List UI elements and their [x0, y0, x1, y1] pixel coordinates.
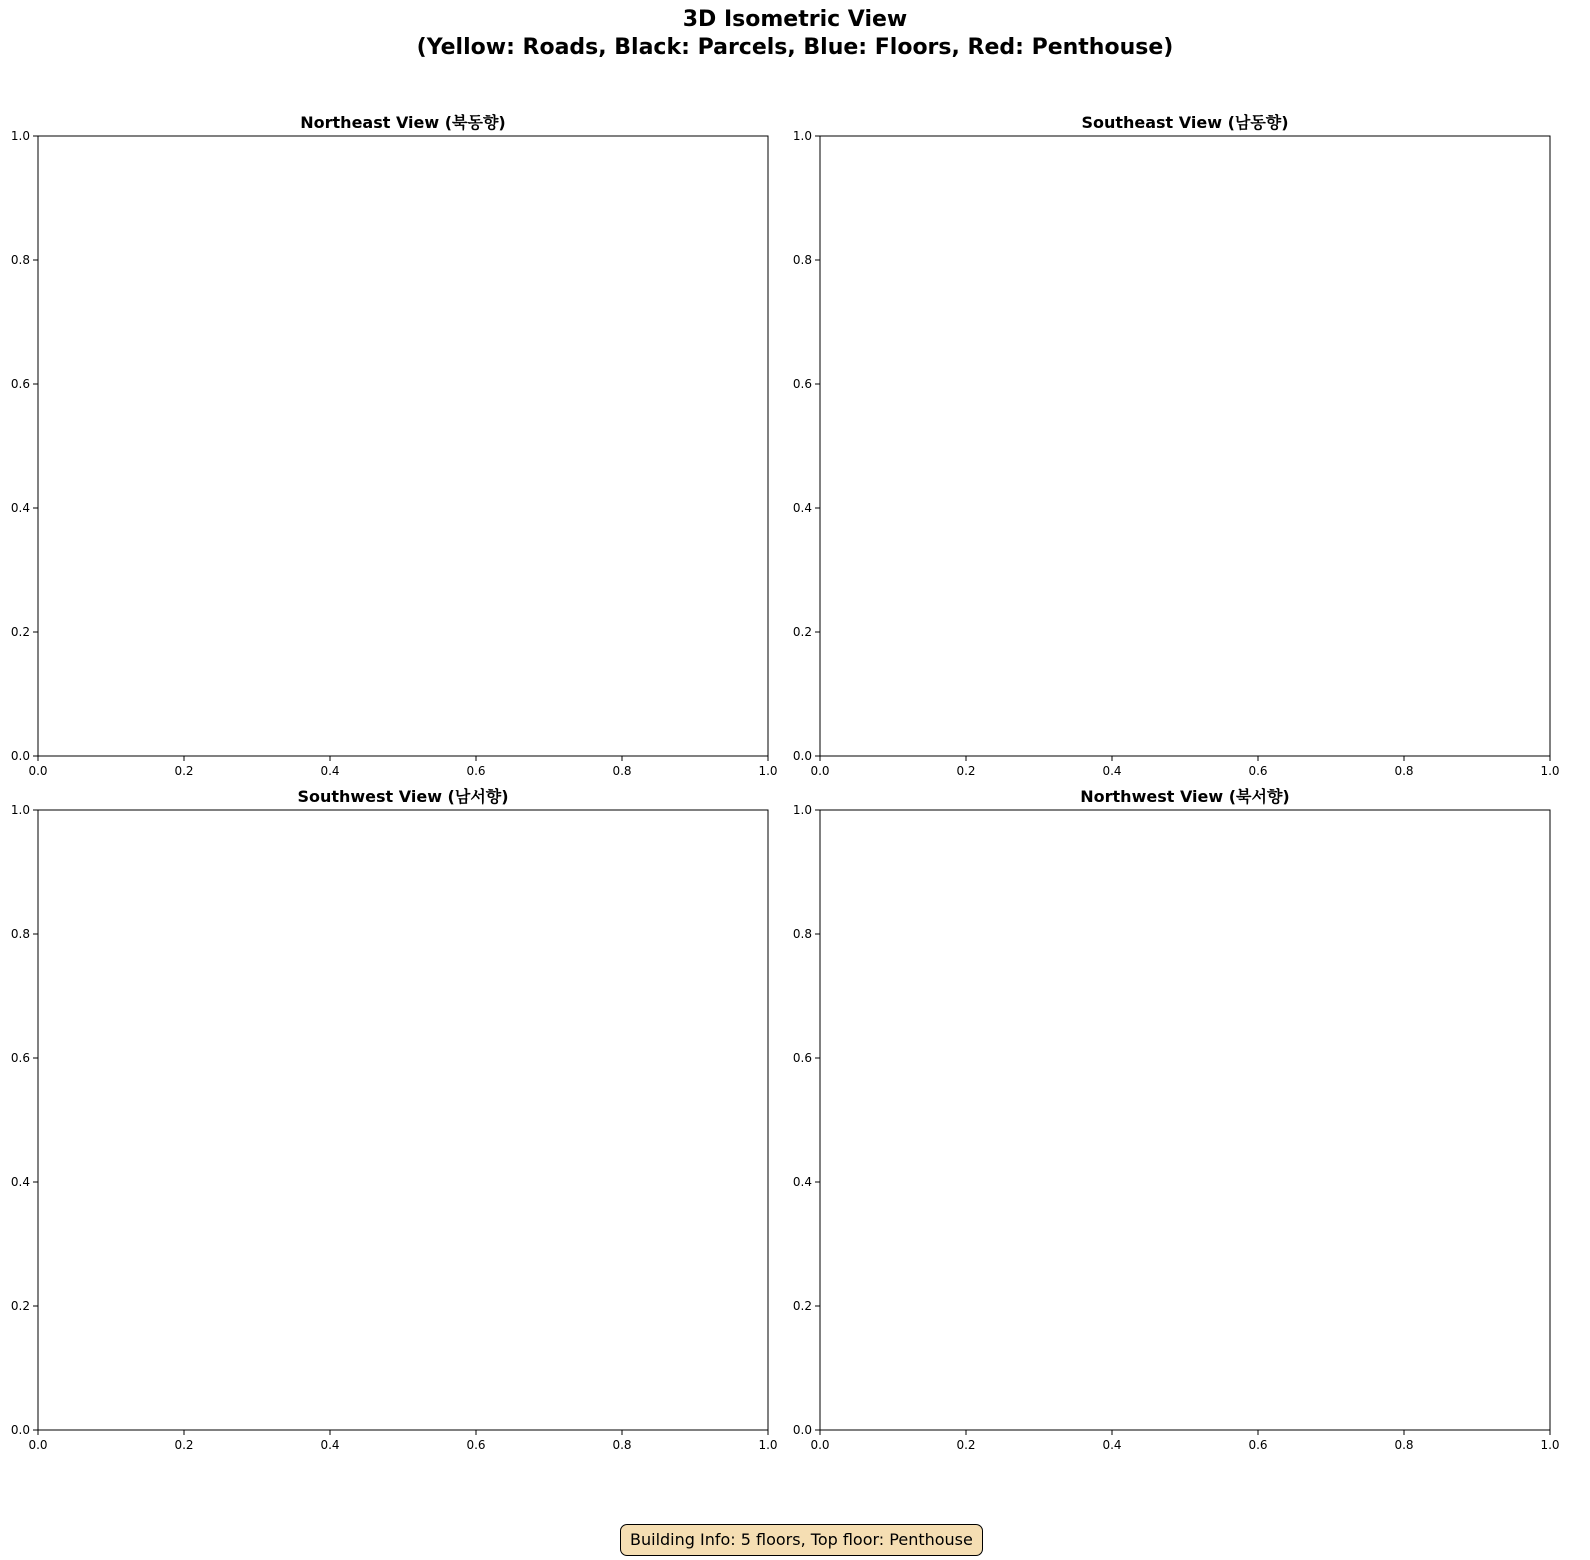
y-tick-label: 1.0 — [10, 129, 30, 143]
y-tick-label: 0.4 — [10, 1175, 30, 1189]
building-info-box: Building Info: 5 floors, Top floor: Penthouse — [620, 1524, 983, 1556]
y-tick-label: 0.2 — [792, 1299, 812, 1313]
panel-southwest-view — [0, 782, 790, 1462]
plot-southeast — [782, 108, 1572, 788]
x-tick-label: 0.8 — [612, 1438, 632, 1452]
y-tick-label: 0.0 — [10, 1423, 30, 1437]
panel-title-southwest: Southwest View (남서향) — [297, 787, 509, 806]
plot-northeast — [0, 108, 790, 788]
x-tick-label: 0.4 — [1102, 764, 1122, 778]
y-tick-label: 0.0 — [10, 749, 30, 763]
x-tick-label: 0.6 — [1248, 1438, 1268, 1452]
y-tick-label: 0.8 — [10, 927, 30, 941]
x-tick-label: 0.8 — [612, 764, 632, 778]
y-tick-label: 0.6 — [10, 377, 30, 391]
plot-southwest — [0, 782, 790, 1462]
panel-northwest-view — [782, 782, 1572, 1462]
y-tick-label: 0.2 — [10, 625, 30, 639]
axes-frame — [38, 136, 768, 756]
panel-title-northeast: Northeast View (북동향) — [300, 113, 506, 132]
x-tick-label: 0.0 — [810, 764, 830, 778]
y-tick-label: 0.4 — [792, 1175, 812, 1189]
y-tick-label: 0.2 — [792, 625, 812, 639]
x-tick-label: 0.0 — [28, 1438, 48, 1452]
y-tick-label: 0.4 — [10, 501, 30, 515]
y-tick-label: 1.0 — [792, 803, 812, 817]
panel-title-northwest: Northwest View (북서향) — [1080, 787, 1290, 806]
x-tick-label: 0.6 — [466, 1438, 486, 1452]
x-tick-label: 0.2 — [956, 764, 976, 778]
x-tick-label: 0.4 — [320, 1438, 340, 1452]
plot-northwest — [782, 782, 1572, 1462]
y-tick-label: 1.0 — [792, 129, 812, 143]
panel-title-southeast: Southeast View (남동향) — [1081, 113, 1289, 132]
x-tick-label: 0.0 — [28, 764, 48, 778]
x-tick-label: 0.8 — [1394, 764, 1414, 778]
y-tick-label: 0.6 — [792, 377, 812, 391]
y-tick-label: 0.6 — [10, 1051, 30, 1065]
figure-title — [0, 6, 1590, 62]
x-tick-label: 0.6 — [466, 764, 486, 778]
y-tick-label: 0.8 — [10, 253, 30, 267]
panel-southeast-view — [782, 108, 1572, 788]
axes-2 — [11, 803, 778, 1452]
figure-title-line2: (Yellow: Roads, Black: Parcels, Blue: Floors, Red: Penthouse) — [416, 35, 1174, 60]
axes-1 — [793, 129, 1560, 778]
axes-frame — [38, 810, 768, 1430]
x-tick-label: 0.2 — [174, 1438, 194, 1452]
y-tick-label: 0.8 — [792, 253, 812, 267]
x-tick-label: 1.0 — [758, 764, 778, 778]
y-tick-label: 0.4 — [792, 501, 812, 515]
y-tick-label: 0.8 — [792, 927, 812, 941]
x-tick-label: 0.2 — [956, 1438, 976, 1452]
axes-frame — [820, 136, 1550, 756]
x-tick-label: 1.0 — [1540, 1438, 1560, 1452]
x-tick-label: 0.4 — [1102, 1438, 1122, 1452]
axes-3 — [793, 803, 1560, 1452]
y-tick-label: 0.0 — [792, 1423, 812, 1437]
figure-title-line1: 3D Isometric View — [682, 7, 908, 32]
y-tick-label: 0.6 — [792, 1051, 812, 1065]
x-tick-label: 0.4 — [320, 764, 340, 778]
x-tick-label: 1.0 — [758, 1438, 778, 1452]
x-tick-label: 0.8 — [1394, 1438, 1414, 1452]
y-tick-label: 0.2 — [10, 1299, 30, 1313]
axes-0 — [11, 129, 778, 778]
y-tick-label: 0.0 — [792, 749, 812, 763]
x-tick-label: 0.6 — [1248, 764, 1268, 778]
axes-frame — [820, 810, 1550, 1430]
x-tick-label: 0.0 — [810, 1438, 830, 1452]
x-tick-label: 0.2 — [174, 764, 194, 778]
y-tick-label: 1.0 — [10, 803, 30, 817]
parcel-building-face-side — [560, 1439, 600, 1531]
panel-northeast-view — [0, 108, 790, 788]
x-tick-label: 1.0 — [1540, 764, 1560, 778]
